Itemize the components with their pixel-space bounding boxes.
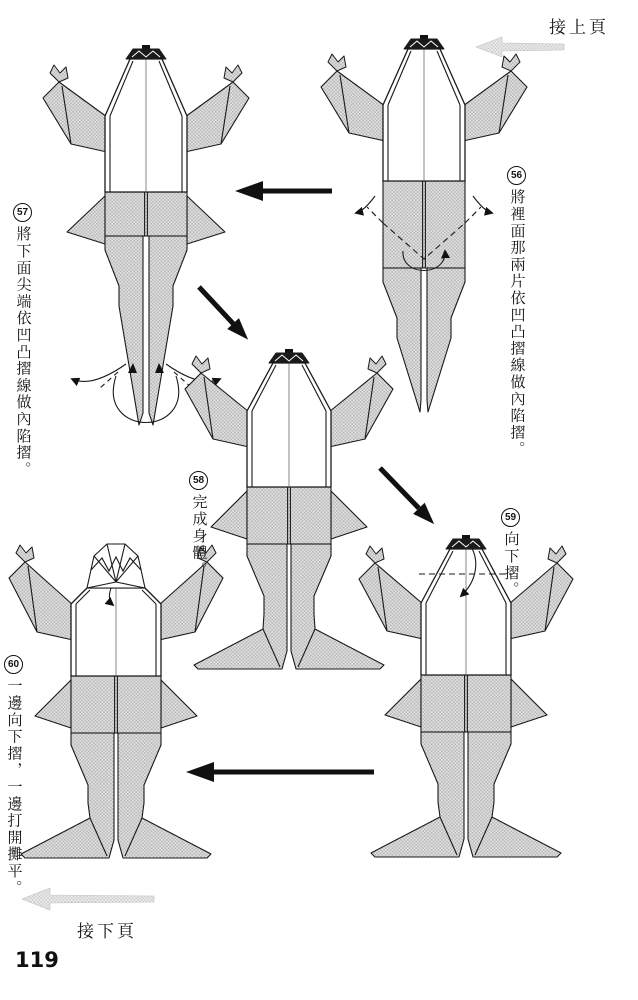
next-page-arrow-icon — [20, 884, 156, 914]
step-59-text: 向下摺。 — [502, 531, 520, 599]
origami-figure-step-59 — [356, 526, 594, 896]
sequence-arrow-diagonal-1-icon — [194, 284, 258, 352]
step-59-instruction — [501, 508, 520, 628]
step-56-instruction — [507, 166, 526, 466]
step-56-number: 56 — [507, 166, 526, 185]
step-59-number: 59 — [501, 508, 520, 527]
next-page-label: 接下頁 — [77, 922, 137, 941]
step-56-text: 將裡面那兩片依凹凸摺線做內陷摺。 — [508, 189, 526, 458]
sequence-arrow-left-top-icon — [232, 178, 336, 204]
step-57-instruction — [13, 203, 32, 493]
page-number: 119 — [15, 948, 59, 972]
prev-page-label: 接上頁 — [549, 18, 609, 37]
sequence-arrow-diagonal-2-icon — [374, 464, 444, 538]
step-58-number: 58 — [189, 471, 208, 490]
step-60-text: 一邊向下摺，一邊打開攤平。 — [5, 678, 23, 897]
step-57-number: 57 — [13, 203, 32, 222]
step-57-text: 將下面尖端依凹凸摺線做內陷摺。 — [14, 226, 32, 478]
step-58-instruction — [189, 471, 208, 611]
step-60-number: 60 — [4, 655, 23, 674]
sequence-arrow-left-bottom-icon — [182, 758, 378, 786]
step-58-text: 完成身體。 — [190, 494, 208, 578]
